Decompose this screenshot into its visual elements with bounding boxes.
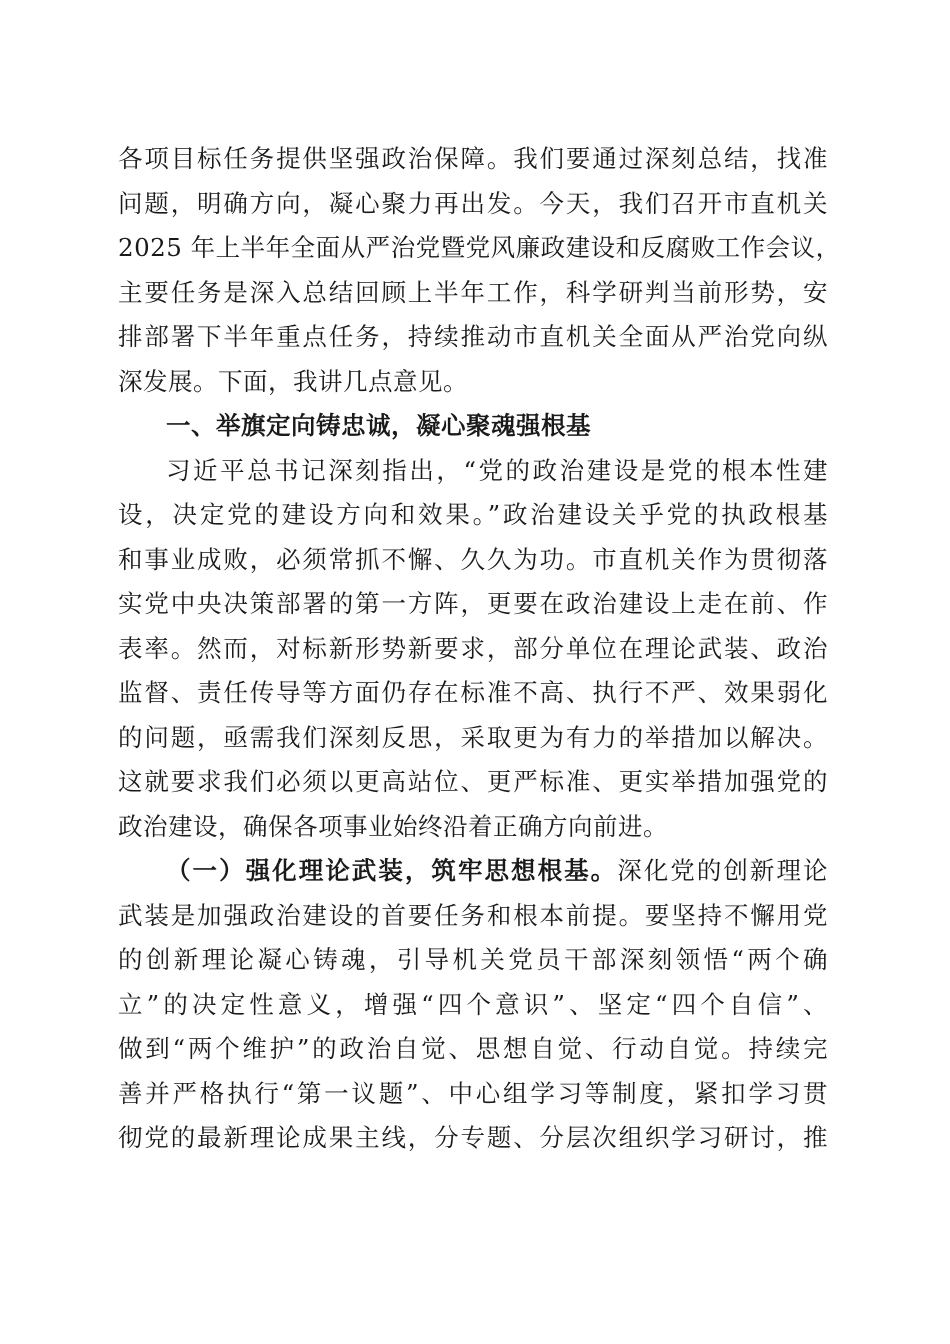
text-line: 彻党的最新理论成果主线，分专题、分层次组织学习研讨，推 bbox=[118, 1123, 828, 1152]
text-line: 立”的决定性意义，增强“四个意识”、坚定“四个自信”、 bbox=[118, 989, 828, 1019]
text-line: 主要任务是深入总结回顾上半年工作，科学研判当前形势，安 bbox=[118, 277, 828, 307]
text-line: 设，决定党的建设方向和效果。”政治建设关乎党的执政根基 bbox=[118, 500, 828, 529]
section-heading-1: 一、举旗定向铸忠诚，凝心聚魂强根基 bbox=[166, 411, 591, 440]
text-line: 各项目标任务提供坚强政治保障。我们要通过深刻总结，找准 bbox=[118, 144, 828, 173]
text-line-with-lead bbox=[118, 849, 828, 894]
text-line: 监督、责任传导等方面仍存在标准不高、执行不严、效果弱化 bbox=[118, 678, 828, 707]
text-line: 习近平总书记深刻指出，“党的政治建设是党的根本性建 bbox=[166, 455, 828, 485]
paragraph-political-construction bbox=[118, 449, 828, 850]
text-line: 问题，明确方向，凝心聚力再出发。今天，我们召开市直机关 bbox=[118, 188, 828, 218]
text-line: 善并严格执行“第一议题”、中心组学习等制度，紧扣学习贯 bbox=[118, 1078, 828, 1108]
paragraph-intro-continuation bbox=[118, 137, 841, 404]
document-page bbox=[118, 137, 841, 1161]
text-line: 深发展。下面，我讲几点意见。 bbox=[118, 366, 468, 396]
text-line: 这就要求我们必须以更高站位、更严标准、更实举措加强党的 bbox=[118, 767, 828, 796]
subsection-heading-1-1: （一）强化理论武装，筑牢思想根基。 bbox=[166, 856, 618, 885]
text-line: 2025 年上半年全面从严治党暨党风廉政建设和反腐败工作会议， bbox=[118, 233, 841, 262]
text-line: 排部署下半年重点任务，持续推动市直机关全面从严治党向纵 bbox=[118, 322, 828, 351]
text-line: 表率。然而，对标新形势新要求，部分单位在理论武装、政治 bbox=[118, 633, 828, 663]
text-line: 的创新理论凝心铸魂，引导机关党员干部深刻领悟“两个确 bbox=[118, 945, 828, 974]
text-line: 做到“两个维护”的政治自觉、思想自觉、行动自觉。持续完 bbox=[118, 1034, 828, 1063]
text-fragment: 深化党的创新理论 bbox=[617, 856, 829, 885]
text-line: 和事业成败，必须常抓不懈、久久为功。市直机关作为贯彻落 bbox=[118, 544, 828, 574]
paragraph-theory-armament bbox=[118, 849, 828, 1161]
text-line: 政治建设，确保各项事业始终沿着正确方向前进。 bbox=[118, 811, 668, 841]
text-line: 武装是加强政治建设的首要任务和根本前提。要坚持不懈用党 bbox=[118, 900, 828, 930]
text-line: 实党中央决策部署的第一方阵，更要在政治建设上走在前、作 bbox=[118, 589, 828, 618]
text-line: 的问题，亟需我们深刻反思，采取更为有力的举措加以解决。 bbox=[118, 722, 828, 752]
